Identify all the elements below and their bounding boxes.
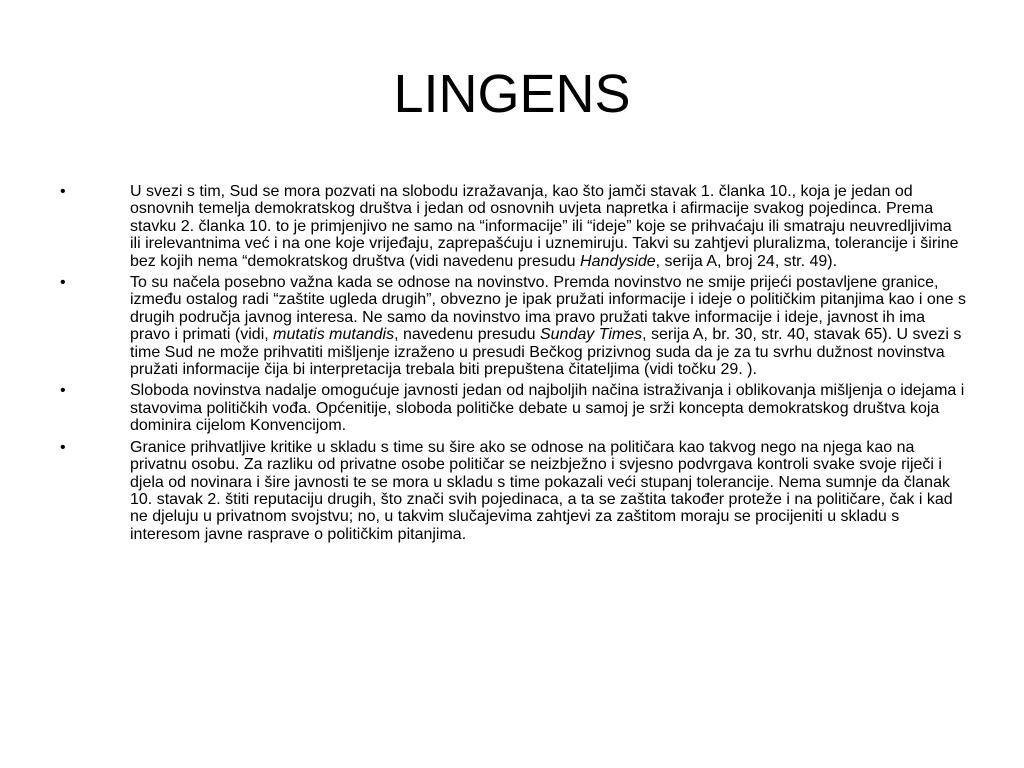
- case-name-handyside: Handyside: [580, 252, 656, 270]
- text-segment: , navedenu presudu: [394, 326, 540, 344]
- phrase-mutatis-mutandis: mutatis mutandis: [273, 326, 395, 344]
- bullet-text: [130, 439, 953, 543]
- slide-title: LINGENS: [393, 64, 631, 124]
- bullet-text: [130, 274, 966, 378]
- bullet-mark: •: [60, 274, 66, 292]
- text-segment: , serija A, br. 30, str. 40, stavak 65). U svezi s time Sud ne može prihvatiti mišljenje izraženo u presudi Bečkog prizivnog suda da je za tu svrhu dužnost novinstva pružati informacije čija bi interpretacija trebala biti prepuštena čitateljima (vidi točku 29. ).: [130, 326, 962, 379]
- bullet-text: [130, 183, 959, 270]
- bullet-item-2: [60, 274, 966, 378]
- bullet-text: [130, 382, 964, 434]
- bullet-mark: •: [60, 183, 66, 200]
- bullet-list: [60, 183, 966, 547]
- bullet-mark: •: [60, 438, 66, 456]
- bullet-mark: •: [60, 382, 66, 400]
- bullet-item-3: [60, 382, 966, 434]
- text-segment: Granice prihvatljive kritike u skladu s time su šire ako se odnose na političara kao takvog nego na njega kao na privatnu osobu. Za razliku od privatne osobe političar se neizbježno i svjesno podvrgava kontroli svake svoje riječi i djela od novinara i šire javnosti te se mora u skladu s time pokazali veći stupanj tolerancije. Nema sumnje da članak 10. stavak 2. štiti reputaciju drugih, što znači svih pojedinaca, a ta se zaštita također proteže i na političare, čak i kad ne djeluju u privatnom svojstvu; no, u takvim slučajevima zahtjevi za zaštitom moraju se procijeniti u skladu s interesom javne rasprave o političkim pitanjima.: [130, 438, 953, 543]
- text-segment: U svezi s tim, Sud se mora pozvati na slobodu izražavanja, kao što jamči stavak 1. članka 10., koja je jedan od osnovnih temelja demokratskog društva i jedan od osnovnih uvjeta napretka i afirmacije svakog pojedinca. Prema stavku 2. članka 10. to je primjenjivo ne samo na “informacije” ili “ideje” koje se prihvaćaju ili smatraju neuvredljivima ili irelevantnima već i na one koje vrijeđaju, zaprepašćuju i uznemiruju. Takvi su zahtjevi pluralizma, tolerancije i širine bez kojih nema “demokratskog društva (vidi navedenu presudu: [130, 183, 959, 270]
- case-name-sunday-times: Sunday Times: [539, 326, 643, 344]
- text-segment: To su načela posebno važna kada se odnose na novinstvo. Premda novinstvo ne smije prijeći postavljene granice, između ostalog radi “zaštite ugleda drugih”, obvezno je ipak pružati informacije i ideje o političkim pitanjima kao i one s drugih područja javnog interesa. Ne samo da novinstvo ima pravo pružati takve informacije i ideje, javnost ih ima pravo i primati (vidi,: [130, 274, 966, 344]
- bullet-item-1: [60, 183, 966, 270]
- text-segment: Sloboda novinstva nadalje omogućuje javnosti jedan od najboljih načina istraživanja i oblikovanja mišljenja o idejama i stavovima političkih vođa. Općenitije, sloboda političke debate u samoj je srži koncepta demokratskog društva koja dominira cijelom Konvencijom.: [130, 382, 965, 435]
- bullet-item-4: [60, 439, 966, 543]
- text-segment: , serija A, broj 24, str. 49).: [655, 252, 838, 270]
